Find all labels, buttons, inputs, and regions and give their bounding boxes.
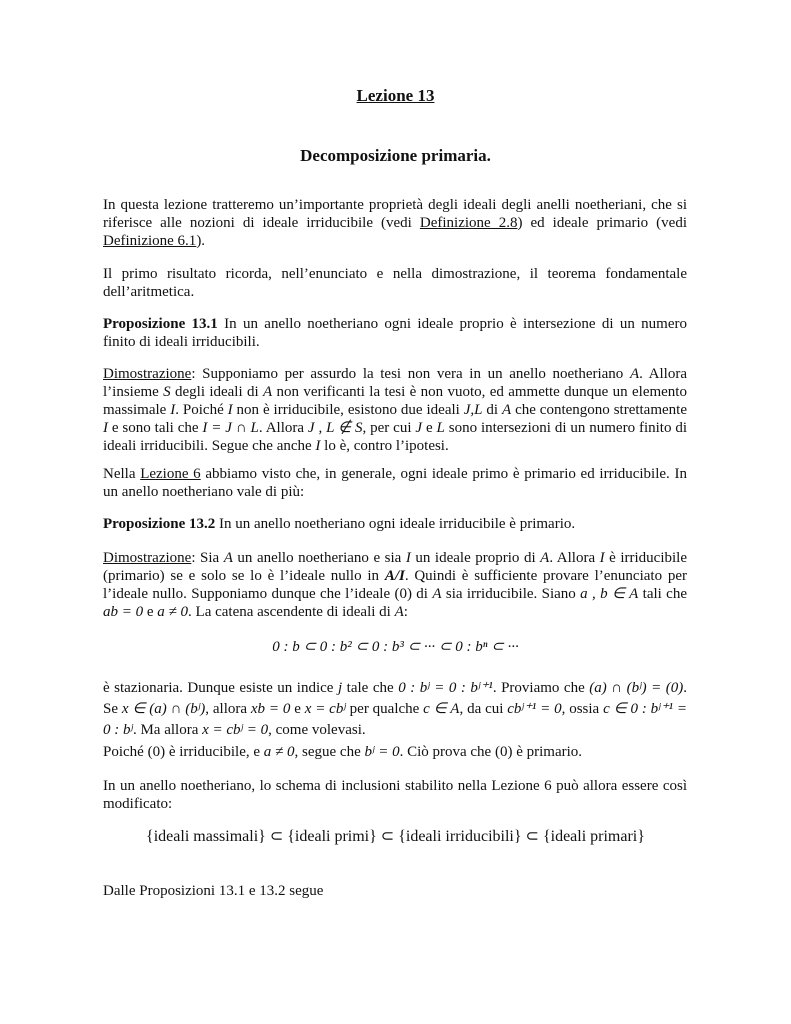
proof-text: . Allora — [258, 420, 308, 436]
stationary-paragraph — [103, 678, 687, 741]
formula-ab-zero: ab = 0 — [103, 604, 144, 620]
symbol-j: j — [337, 680, 343, 696]
formula-a-nonzero: a ≠ 0 — [157, 604, 189, 620]
symbol-I: I — [170, 402, 176, 418]
formula-x-zero: x = cbʲ = 0 — [202, 722, 269, 738]
proposition-13-1 — [103, 315, 687, 351]
symbol-A: A — [540, 550, 550, 566]
paragraph-text: abbiamo visto che, in generale, ogni ideale primo è primario ed irriducibile. In un anello noetheriano vale di più: — [103, 466, 687, 500]
proof-text: di — [482, 402, 502, 418]
formula-c-in-A: c ∈ A — [423, 701, 460, 717]
paragraph-text: tale che — [342, 680, 399, 696]
paragraph-text: Nella — [103, 466, 141, 482]
proof-text: : Sia — [191, 550, 224, 566]
proof-text: e — [143, 604, 158, 620]
symbol-I: I — [405, 550, 411, 566]
paragraph-text: , segue che — [294, 744, 365, 760]
proof-text: . Allora — [549, 550, 600, 566]
proposition-label: Proposizione 13.1 — [103, 316, 218, 332]
proof-text: è irriducibile (primario) se e solo se lo è l’ideale nullo in — [103, 550, 688, 584]
formula-x-cbj: x = cbʲ — [304, 701, 346, 717]
inclusion-scheme: {ideali massimali} ⊂ {ideali primi} ⊂ {ideali irriducibili} ⊂ {ideali primari} — [146, 828, 645, 845]
proof-13-2 — [103, 549, 687, 621]
conclusion-paragraph — [103, 743, 687, 761]
second-paragraph: Il primo risultato ricorda, nell’enunciato e nella dimostrazione, il teorema fondamentale dell’aritmetica. — [103, 266, 687, 300]
paragraph-text: , come volevasi. — [268, 722, 366, 738]
paragraph-text: Poiché (0) è irriducibile, e — [103, 744, 264, 760]
section-title: Decomposizione primaria. — [300, 146, 491, 165]
symbol-J: J — [415, 420, 423, 436]
formula-a-nonzero: a ≠ 0 — [263, 744, 295, 760]
link-definizione-6-1[interactable]: Definizione 6.1 — [103, 233, 197, 249]
intro-text-end: ). — [196, 233, 206, 249]
formula-intersection-zero: (a) ∩ (bʲ) = (0) — [589, 680, 684, 696]
proof-13-1 — [103, 365, 687, 455]
formula-ab-in-A: a , b ∈ A — [580, 586, 639, 602]
proof-text: sono intersezioni di un numero finito di ideali irriducibili. Segue che anche — [103, 420, 688, 454]
proof-label: Dimostrazione — [103, 366, 192, 382]
paragraph-text: . Se — [103, 680, 688, 717]
proof-label: Dimostrazione — [103, 550, 192, 566]
symbol-JL: J,L — [463, 402, 483, 418]
proof-text: . La catena ascendente di ideali di — [188, 604, 395, 620]
proof-text: non verificanti la tesi è non vuoto, ed ammette dunque un elemento massimale — [103, 384, 687, 418]
symbol-L: L — [436, 420, 445, 436]
formula-cbj1-zero: cbʲ⁺¹ = 0 — [507, 701, 562, 717]
paragraph-text: è stazionaria. Dunque esiste un indice — [103, 680, 338, 696]
paragraph-text: , ossia — [561, 701, 604, 717]
proof-text: un anello noetheriano e sia — [232, 550, 406, 566]
symbol-I: I — [315, 438, 321, 454]
proposition-13-2 — [103, 515, 687, 533]
symbol-I: I — [599, 550, 605, 566]
symbol-I: I — [103, 420, 108, 436]
paragraph-text: . Ciò prova che (0) è primario. — [399, 744, 583, 760]
ascending-chain-formula: 0 : b ⊂ 0 : b² ⊂ 0 : b³ ⊂ ··· ⊂ 0 : bⁿ ⊂ ··· — [272, 639, 519, 655]
proof-text: : Supponiamo per assurdo la tesi non vera in un anello noetheriano — [191, 366, 630, 382]
paragraph-text: , allora — [205, 701, 251, 717]
paragraph-text: , da cui — [459, 701, 508, 717]
lesson-6-paragraph — [103, 465, 687, 501]
formula-x-in-intersection: x ∈ (a) ∩ (bʲ) — [121, 701, 206, 717]
proposition-label: Proposizione 13.2 — [103, 516, 216, 532]
symbol-A: A — [629, 366, 640, 382]
proof-text: lo è, contro l’ipotesi. — [320, 438, 449, 454]
formula-bj-zero: bʲ = 0 — [364, 744, 400, 760]
paragraph-text: . Proviamo che — [492, 680, 590, 696]
intro-paragraph — [103, 196, 687, 250]
proof-text: . Allora l’insieme — [103, 366, 687, 400]
proof-text: degli ideali di — [170, 384, 263, 400]
paragraph-text: . Ma allora — [132, 722, 203, 738]
symbol-S: S — [163, 384, 171, 400]
formula-c-annihilator: c ∈ 0 : bʲ⁺¹ = 0 : bʲ — [103, 701, 688, 738]
proof-text: sia irriducibile. Siano — [441, 586, 581, 602]
proof-text: tali che — [638, 586, 687, 602]
symbol-A: A — [501, 402, 512, 418]
paragraph-text: per qualche — [345, 701, 424, 717]
lesson-title: Lezione 13 — [356, 86, 435, 105]
proof-text: un ideale proprio di — [410, 550, 541, 566]
proposition-text: In un anello noetheriano ogni ideale irriducibile è primario. — [215, 516, 576, 532]
symbol-A: A — [262, 384, 273, 400]
proof-text: . Poiché — [175, 402, 228, 418]
symbol-A: A — [394, 604, 404, 620]
proof-text: e sono tali che — [108, 420, 203, 436]
proof-text: che contengono strettamente — [511, 402, 687, 418]
formula-not-in-S: J , L ∉ S — [307, 420, 363, 436]
formula-intersection: I = J ∩ L — [202, 420, 259, 436]
proof-text: : — [403, 604, 408, 620]
final-paragraph: Dalle Proposizioni 13.1 e 13.2 segue — [103, 883, 324, 899]
link-lezione-6[interactable]: Lezione 6 — [140, 466, 201, 482]
proof-text: e — [422, 420, 437, 436]
formula-stationary: 0 : bʲ = 0 : bʲ⁺¹ — [398, 680, 493, 696]
proof-text: non è irriducibile, esistono due ideali — [232, 402, 464, 418]
symbol-A: A — [432, 586, 442, 602]
proof-text: , per cui — [362, 420, 416, 436]
paragraph-text: e — [290, 701, 305, 717]
link-definizione-2-8[interactable]: Definizione 2.8 — [419, 215, 518, 231]
intro-text-middle: ) ed ideale primario (vedi — [517, 215, 687, 231]
symbol-quotient: A/I — [384, 568, 405, 584]
formula-xb-zero: xb = 0 — [250, 701, 291, 717]
proof-text: . Quindi è sufficiente provare l’enunciato per l’ideale nullo. Supponiamo dunque che l’ideale (0) di — [103, 568, 687, 602]
proposition-text: In un anello noetheriano ogni ideale proprio è intersezione di un numero finito di ideali irriducibili. — [103, 316, 687, 350]
intro-text: In questa lezione tratteremo un’importante proprietà degli ideali degli anelli noetheriani, che si riferisce alle nozioni di ideale irriducibile (vedi — [103, 197, 687, 231]
symbol-A: A — [223, 550, 233, 566]
symbol-I: I — [227, 402, 233, 418]
scheme-intro-paragraph: In un anello noetheriano, lo schema di inclusioni stabilito nella Lezione 6 può allora essere così modificato: — [103, 778, 687, 812]
